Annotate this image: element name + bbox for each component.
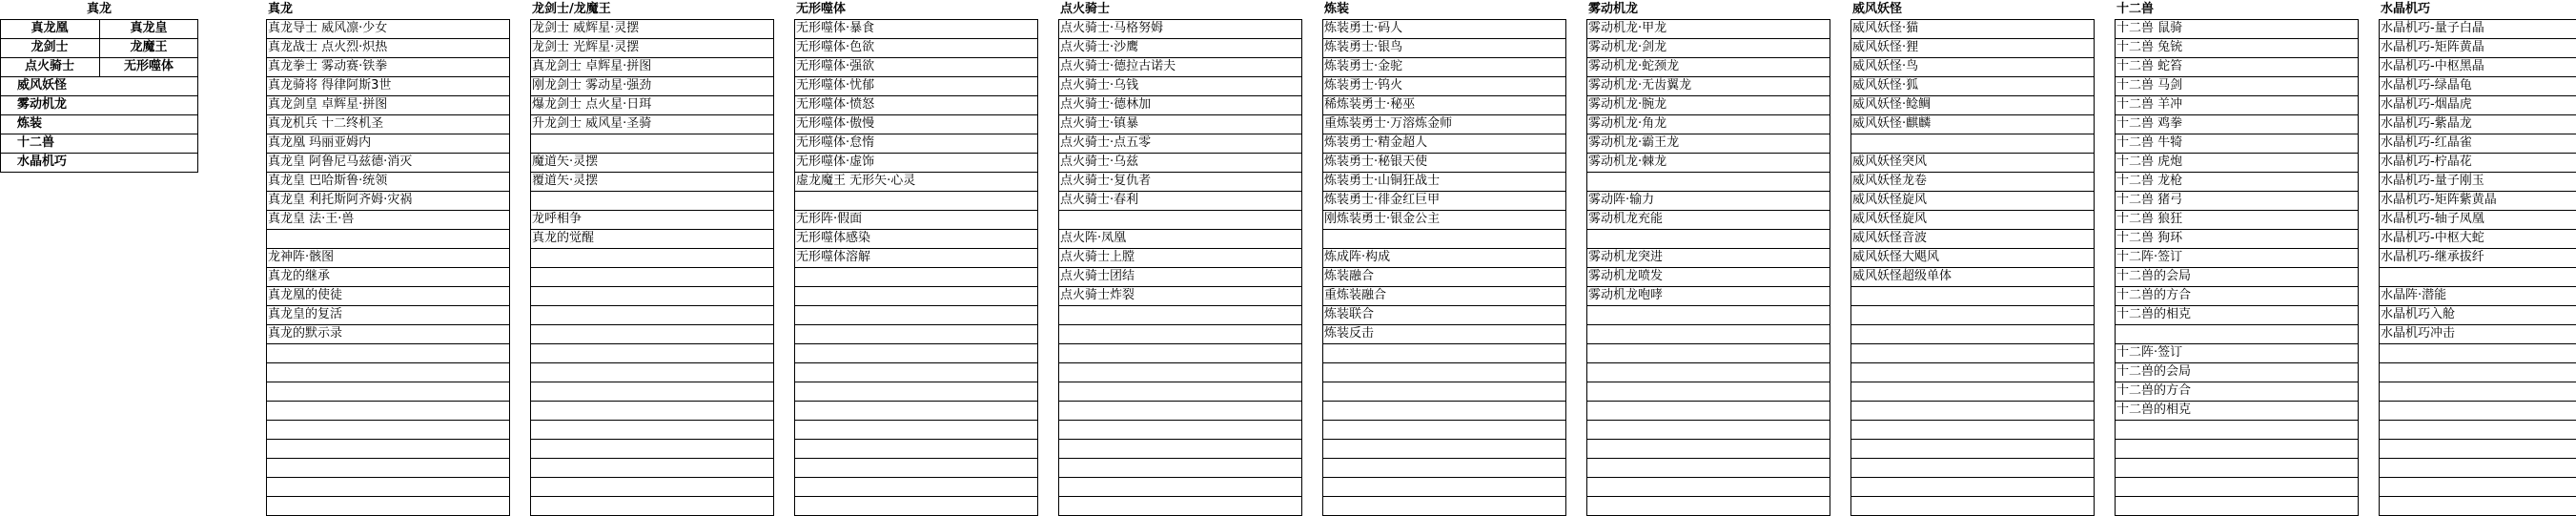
table-cell: 无形噬体·色欲 xyxy=(796,40,875,54)
table-cell xyxy=(1058,401,1302,420)
table-cell: 水晶阵·潜能 xyxy=(2381,288,2447,302)
table-cell: 威风妖怪旋风 xyxy=(1852,212,1928,226)
table-cell xyxy=(1322,496,1566,515)
table-cell xyxy=(1586,362,1830,382)
table-cell: 十二兽 马剑 xyxy=(2116,78,2183,93)
legend-title: 真龙 xyxy=(86,2,112,16)
table-cell: 炼装勇士·金驼 xyxy=(1324,59,1403,73)
table-cell: 炼成阵·构成 xyxy=(1324,250,1391,264)
table-cell xyxy=(530,477,774,496)
table-cell: 点火骑士·复仇者 xyxy=(1060,174,1152,188)
table-cell: 真龙导士 威风凛·少女 xyxy=(268,21,388,35)
table-cell: 点火骑士·德林加 xyxy=(1060,97,1152,112)
table-cell: 水晶机巧-中枢大蛇 xyxy=(2381,231,2484,245)
table-cell xyxy=(266,343,510,362)
table-cell: 刚龙剑士 雾动星·强劲 xyxy=(532,78,652,93)
table-cell xyxy=(2115,496,2359,515)
legend-cell: 无形噬体 xyxy=(123,59,174,73)
table-cell: 升龙剑士 威风星·圣骑 xyxy=(532,116,652,131)
table-cell xyxy=(1058,324,1302,343)
table-cell: 点火骑士团结 xyxy=(1060,269,1135,283)
table-cell: 无形噬体感染 xyxy=(796,231,871,245)
table-cell xyxy=(794,305,1038,324)
table-cell: 点火骑士·德拉古诺夫 xyxy=(1060,59,1176,73)
table-cell xyxy=(1058,362,1302,382)
table-cell: 炼装勇士·精金超人 xyxy=(1324,135,1428,150)
table-cell: 十二兽 鼠骑 xyxy=(2116,21,2183,35)
table-cell xyxy=(530,324,774,343)
table-cell: 雾动机龙·剑龙 xyxy=(1588,40,1667,54)
table-cell xyxy=(2379,343,2576,362)
table-cell: 真龙的默示录 xyxy=(268,326,343,341)
table-cell xyxy=(530,191,774,210)
legend-cell xyxy=(99,76,198,95)
table-cell xyxy=(1586,229,1830,248)
table-cell xyxy=(1586,439,1830,458)
table-cell: 真龙的觉醒 xyxy=(532,231,595,245)
table-cell xyxy=(1322,382,1566,401)
table-cell: 真龙皇 利托斯阿齐姆·灾祸 xyxy=(268,193,413,207)
table-cell xyxy=(1322,458,1566,477)
table-cell xyxy=(1586,172,1830,191)
table-cell: 真龙皇的复活 xyxy=(268,307,343,321)
table-cell xyxy=(1586,420,1830,439)
table-cell: 雾动机龙咆哮 xyxy=(1588,288,1664,302)
table-cell xyxy=(530,134,774,153)
legend-cell: 雾动机龙 xyxy=(17,97,68,112)
table-cell xyxy=(2115,458,2359,477)
table-cell xyxy=(2379,458,2576,477)
table-header: 威风妖怪 xyxy=(1852,2,1903,16)
table-cell xyxy=(530,401,774,420)
table-cell xyxy=(1058,382,1302,401)
table-cell: 雾动机龙突进 xyxy=(1588,250,1664,264)
table-cell: 威风妖怪·狸 xyxy=(1852,40,1919,54)
table-cell: 魔道矢·灵摆 xyxy=(532,155,599,169)
table-cell xyxy=(1586,496,1830,515)
table-cell: 点火骑士·镇暴 xyxy=(1060,116,1139,131)
table-cell xyxy=(530,286,774,305)
table-cell xyxy=(1586,324,1830,343)
table-header: 炼装 xyxy=(1324,2,1350,16)
table-cell: 雾动机龙·棘龙 xyxy=(1588,155,1667,169)
table-cell: 十二兽 猪弓 xyxy=(2116,193,2183,207)
table-cell: 炼装联合 xyxy=(1324,307,1375,321)
table-cell: 点火骑士·点五零 xyxy=(1060,135,1152,150)
table-cell: 无形噬体·强欲 xyxy=(796,59,875,73)
table-cell xyxy=(266,458,510,477)
table-cell xyxy=(1322,229,1566,248)
table-cell xyxy=(1322,343,1566,362)
legend-cell: 真龙凰 xyxy=(31,21,69,35)
table-cell xyxy=(1850,362,2095,382)
table-cell: 水晶机巧-红晶雀 xyxy=(2381,135,2472,150)
table-cell: 十二兽 龙枪 xyxy=(2116,174,2183,188)
table-cell xyxy=(266,420,510,439)
table-cell: 十二兽的会局 xyxy=(2116,269,2192,283)
table-cell: 点火骑士·沙鹰 xyxy=(1060,40,1139,54)
table-cell: 龙神阵·骸图 xyxy=(268,250,335,264)
table-cell xyxy=(794,420,1038,439)
table-cell: 龙剑士 光辉星·灵摆 xyxy=(532,40,640,54)
table-cell: 十二兽 狼狂 xyxy=(2116,212,2183,226)
table-cell xyxy=(1058,420,1302,439)
table-cell: 真龙机兵 十二终机圣 xyxy=(268,116,384,131)
table-cell: 无形噬体溶解 xyxy=(796,250,871,264)
table-cell: 刚炼装勇士·银金公主 xyxy=(1324,212,1441,226)
table-cell: 点火骑士炸裂 xyxy=(1060,288,1135,302)
table-cell xyxy=(1322,401,1566,420)
table-cell: 雾动机龙充能 xyxy=(1588,212,1664,226)
table-cell: 水晶机巧入舱 xyxy=(2381,307,2456,321)
table-cell: 十二兽 牛犄 xyxy=(2116,135,2183,150)
table-cell: 无形噬体·怠惰 xyxy=(796,135,875,150)
table-cell xyxy=(1058,477,1302,496)
table-cell xyxy=(794,286,1038,305)
table-cell: 雾动机龙喷发 xyxy=(1588,269,1664,283)
table-cell: 威风妖怪·鲶鲷 xyxy=(1852,97,1932,112)
table-cell xyxy=(530,496,774,515)
table-cell: 重炼装融合 xyxy=(1324,288,1387,302)
table-cell: 十二兽 羊冲 xyxy=(2116,97,2183,112)
table-cell: 十二兽 兔铳 xyxy=(2116,40,2183,54)
table-cell: 稀炼装勇士·秘巫 xyxy=(1324,97,1416,112)
table-cell: 炼装勇士·码人 xyxy=(1324,21,1403,35)
table-cell xyxy=(794,343,1038,362)
table-cell: 点火骑士·春利 xyxy=(1060,193,1139,207)
table-cell xyxy=(794,382,1038,401)
table-cell: 真龙剑士 卓辉星·拼图 xyxy=(532,59,652,73)
table-cell xyxy=(1586,343,1830,362)
legend-cell xyxy=(99,153,198,172)
table-cell: 十二兽 狗环 xyxy=(2116,231,2183,245)
table-cell: 真龙骑将 得律阿斯3世 xyxy=(268,78,392,93)
table-cell: 十二兽的方合 xyxy=(2116,383,2192,398)
table-cell: 十二兽 虎炮 xyxy=(2116,155,2183,169)
table-cell: 威风妖怪超级单体 xyxy=(1852,269,1952,283)
table-cell: 爆龙剑士 点火星·日珥 xyxy=(532,97,652,112)
table-cell: 炼装勇士·徘金红巨甲 xyxy=(1324,193,1441,207)
table-cell xyxy=(1850,439,2095,458)
table-cell xyxy=(1850,401,2095,420)
table-cell: 水晶机巧-矩阵紫黄晶 xyxy=(2381,193,2497,207)
table-cell: 水晶机巧-量子白晶 xyxy=(2381,21,2484,35)
table-cell xyxy=(1058,496,1302,515)
table-cell: 炼装勇士·钨火 xyxy=(1324,78,1403,93)
table-cell: 龙剑士 威辉星·灵摆 xyxy=(532,21,640,35)
table-cell: 雾动阵·输力 xyxy=(1588,193,1655,207)
table-cell xyxy=(1058,210,1302,229)
table-cell: 覆道矢·灵摆 xyxy=(532,174,599,188)
table-cell xyxy=(1850,496,2095,515)
table-cell: 无形阵·假面 xyxy=(796,212,863,226)
table-cell: 真龙凰 玛丽亚姆内 xyxy=(268,135,372,150)
legend-cell xyxy=(99,95,198,114)
table-cell: 雾动机龙·甲龙 xyxy=(1588,21,1667,35)
table-cell xyxy=(2115,477,2359,496)
table-cell xyxy=(530,382,774,401)
table-cell: 威风妖怪·麒麟 xyxy=(1852,116,1932,131)
table-cell: 威风妖怪·鸟 xyxy=(1852,59,1919,73)
table-cell: 炼装勇士·秘银天使 xyxy=(1324,155,1428,169)
table-cell: 真龙拳士 雾动赛·铁拳 xyxy=(268,59,388,73)
table-cell: 炼装融合 xyxy=(1324,269,1375,283)
table-cell: 水晶机巧冲击 xyxy=(2381,326,2456,341)
table-cell xyxy=(530,248,774,267)
table-cell xyxy=(794,267,1038,286)
table-cell: 雾动机龙·腕龙 xyxy=(1588,97,1667,112)
table-cell xyxy=(794,324,1038,343)
table-cell: 真龙凰的使徒 xyxy=(268,288,343,302)
table-cell: 水晶机巧-量子刚玉 xyxy=(2381,174,2484,188)
table-cell xyxy=(794,496,1038,515)
table-cell: 威风妖怪大飓风 xyxy=(1852,250,1940,264)
table-cell: 无形噬体·傲慢 xyxy=(796,116,875,131)
table-cell xyxy=(2379,439,2576,458)
table-cell xyxy=(1586,305,1830,324)
table-cell: 十二兽的相克 xyxy=(2116,402,2192,417)
table-cell: 真龙的继承 xyxy=(268,269,331,283)
table-cell xyxy=(1850,305,2095,324)
table-cell: 水晶机巧-紫晶龙 xyxy=(2381,116,2472,131)
table-cell xyxy=(2379,477,2576,496)
table-cell: 点火阵·凤凰 xyxy=(1060,231,1127,245)
table-cell xyxy=(2379,401,2576,420)
table-cell xyxy=(2115,324,2359,343)
table-cell xyxy=(1058,343,1302,362)
table-cell xyxy=(794,458,1038,477)
table-cell: 真龙剑皇 卓辉星·拼图 xyxy=(268,97,388,112)
table-cell: 雾动机龙·角龙 xyxy=(1588,116,1667,131)
table-cell xyxy=(266,477,510,496)
table-cell xyxy=(266,496,510,515)
table-cell: 威风妖怪旋风 xyxy=(1852,193,1928,207)
table-cell: 水晶机巧-绿晶龟 xyxy=(2381,78,2472,93)
table-cell xyxy=(530,343,774,362)
table-cell: 水晶机巧-柠晶花 xyxy=(2381,155,2472,169)
table-cell xyxy=(1322,420,1566,439)
table-cell: 威风妖怪突风 xyxy=(1852,155,1928,169)
table-cell: 十二兽 蛇笞 xyxy=(2116,59,2183,73)
table-cell: 真龙皇 巴哈斯鲁·统领 xyxy=(268,174,388,188)
table-cell: 重炼装勇士·万溶炼金师 xyxy=(1324,116,1453,131)
table-header: 龙剑士/龙魔王 xyxy=(532,2,611,16)
table-cell xyxy=(530,420,774,439)
table-cell: 雾动机龙·无齿翼龙 xyxy=(1588,78,1692,93)
table-cell: 真龙皇 阿鲁尼马兹德·消灭 xyxy=(268,155,413,169)
table-cell: 炼装勇士·银鸟 xyxy=(1324,40,1403,54)
table-cell xyxy=(266,382,510,401)
table-cell xyxy=(794,401,1038,420)
table-cell: 无形噬体·虚饰 xyxy=(796,155,875,169)
legend-cell: 真龙皇 xyxy=(130,21,168,35)
table-cell: 点火骑士·马格努姆 xyxy=(1060,21,1164,35)
table-cell: 炼装反击 xyxy=(1324,326,1375,341)
table-header: 水晶机巧 xyxy=(2381,2,2431,16)
table-cell xyxy=(1850,420,2095,439)
table-cell xyxy=(794,439,1038,458)
table-cell: 水晶机巧-继承拔纤 xyxy=(2381,250,2484,264)
table-cell xyxy=(1586,401,1830,420)
table-cell: 十二兽 鸡拳 xyxy=(2116,116,2183,131)
legend-cell: 龙魔王 xyxy=(130,40,168,54)
table-cell xyxy=(794,362,1038,382)
table-cell xyxy=(530,458,774,477)
legend-cell xyxy=(99,114,198,134)
table-cell: 雾动机龙·霸王龙 xyxy=(1588,135,1680,150)
legend-cell: 威风妖怪 xyxy=(17,78,68,93)
table-cell xyxy=(530,305,774,324)
table-cell xyxy=(530,439,774,458)
table-cell: 十二兽的方合 xyxy=(2116,288,2192,302)
table-cell: 龙呼相争 xyxy=(532,212,583,226)
table-cell xyxy=(2115,439,2359,458)
table-cell xyxy=(1850,324,2095,343)
table-cell: 威风妖怪龙卷 xyxy=(1852,174,1928,188)
table-cell xyxy=(1850,382,2095,401)
table-cell: 水晶机巧-烟晶虎 xyxy=(2381,97,2472,112)
legend-cell xyxy=(99,134,198,153)
table-cell: 十二阵·签订 xyxy=(2116,250,2183,264)
table-cell xyxy=(1058,305,1302,324)
table-cell xyxy=(2379,382,2576,401)
table-cell: 无形噬体·暴食 xyxy=(796,21,875,35)
table-cell: 虚龙魔王 无形矢·心灵 xyxy=(796,174,916,188)
table-cell xyxy=(266,362,510,382)
table-header: 十二兽 xyxy=(2116,2,2155,16)
table-cell xyxy=(1586,458,1830,477)
table-cell xyxy=(2379,420,2576,439)
table-cell xyxy=(794,477,1038,496)
table-cell xyxy=(1586,477,1830,496)
table-cell: 点火骑士·乌兹 xyxy=(1060,155,1139,169)
table-cell: 水晶机巧-中枢黑晶 xyxy=(2381,59,2484,73)
table-cell xyxy=(266,439,510,458)
table-cell xyxy=(1058,439,1302,458)
legend-cell: 水晶机巧 xyxy=(17,155,68,169)
table-cell xyxy=(266,229,510,248)
table-cell xyxy=(2379,362,2576,382)
table-cell xyxy=(1850,134,2095,153)
table-cell: 真龙皇 法·王·兽 xyxy=(268,212,355,226)
legend-cell: 炼装 xyxy=(17,116,43,131)
table-header: 雾动机龙 xyxy=(1588,2,1639,16)
table-cell xyxy=(1586,382,1830,401)
table-cell: 无形噬体·忧郁 xyxy=(796,78,875,93)
table-header: 点火骑士 xyxy=(1060,2,1111,16)
table-cell xyxy=(794,191,1038,210)
table-cell xyxy=(530,267,774,286)
table-cell xyxy=(1322,439,1566,458)
legend-cell: 十二兽 xyxy=(17,135,55,150)
table-cell: 点火骑士·乌钱 xyxy=(1060,78,1139,93)
table-header: 无形噬体 xyxy=(796,2,847,16)
table-cell: 威风妖怪·猫 xyxy=(1852,21,1919,35)
table-cell xyxy=(1850,343,2095,362)
table-cell xyxy=(1058,458,1302,477)
table-cell xyxy=(266,401,510,420)
legend-cell: 点火骑士 xyxy=(24,59,74,73)
table-cell: 威风妖怪音波 xyxy=(1852,231,1928,245)
table-cell xyxy=(1850,458,2095,477)
legend-cell: 龙剑士 xyxy=(31,40,69,54)
table-cell: 水晶机巧-轴子凤凰 xyxy=(2381,212,2484,226)
table-cell: 水晶机巧-矩阵黄晶 xyxy=(2381,40,2484,54)
table-header: 真龙 xyxy=(268,2,294,16)
table-cell xyxy=(1322,362,1566,382)
table-cell: 十二兽的相克 xyxy=(2116,307,2192,321)
table-cell: 威风妖怪·狐 xyxy=(1852,78,1919,93)
table-cell xyxy=(1850,286,2095,305)
table-cell: 点火骑士上膛 xyxy=(1060,250,1135,264)
table-cell xyxy=(2115,420,2359,439)
table-cell xyxy=(530,362,774,382)
table-cell: 十二兽的会局 xyxy=(2116,364,2192,379)
table-cell xyxy=(1322,477,1566,496)
table-cell xyxy=(2379,496,2576,515)
table-cell: 雾动机龙·蛇颈龙 xyxy=(1588,59,1680,73)
table-cell: 无形噬体·愤怒 xyxy=(796,97,875,112)
table-cell: 炼装勇士·山铜狂战士 xyxy=(1324,174,1441,188)
table-cell: 真龙战士 点火烈·炽热 xyxy=(268,40,388,54)
table-cell xyxy=(1850,477,2095,496)
table-cell xyxy=(2379,267,2576,286)
table-cell: 十二阵·签订 xyxy=(2116,345,2183,360)
